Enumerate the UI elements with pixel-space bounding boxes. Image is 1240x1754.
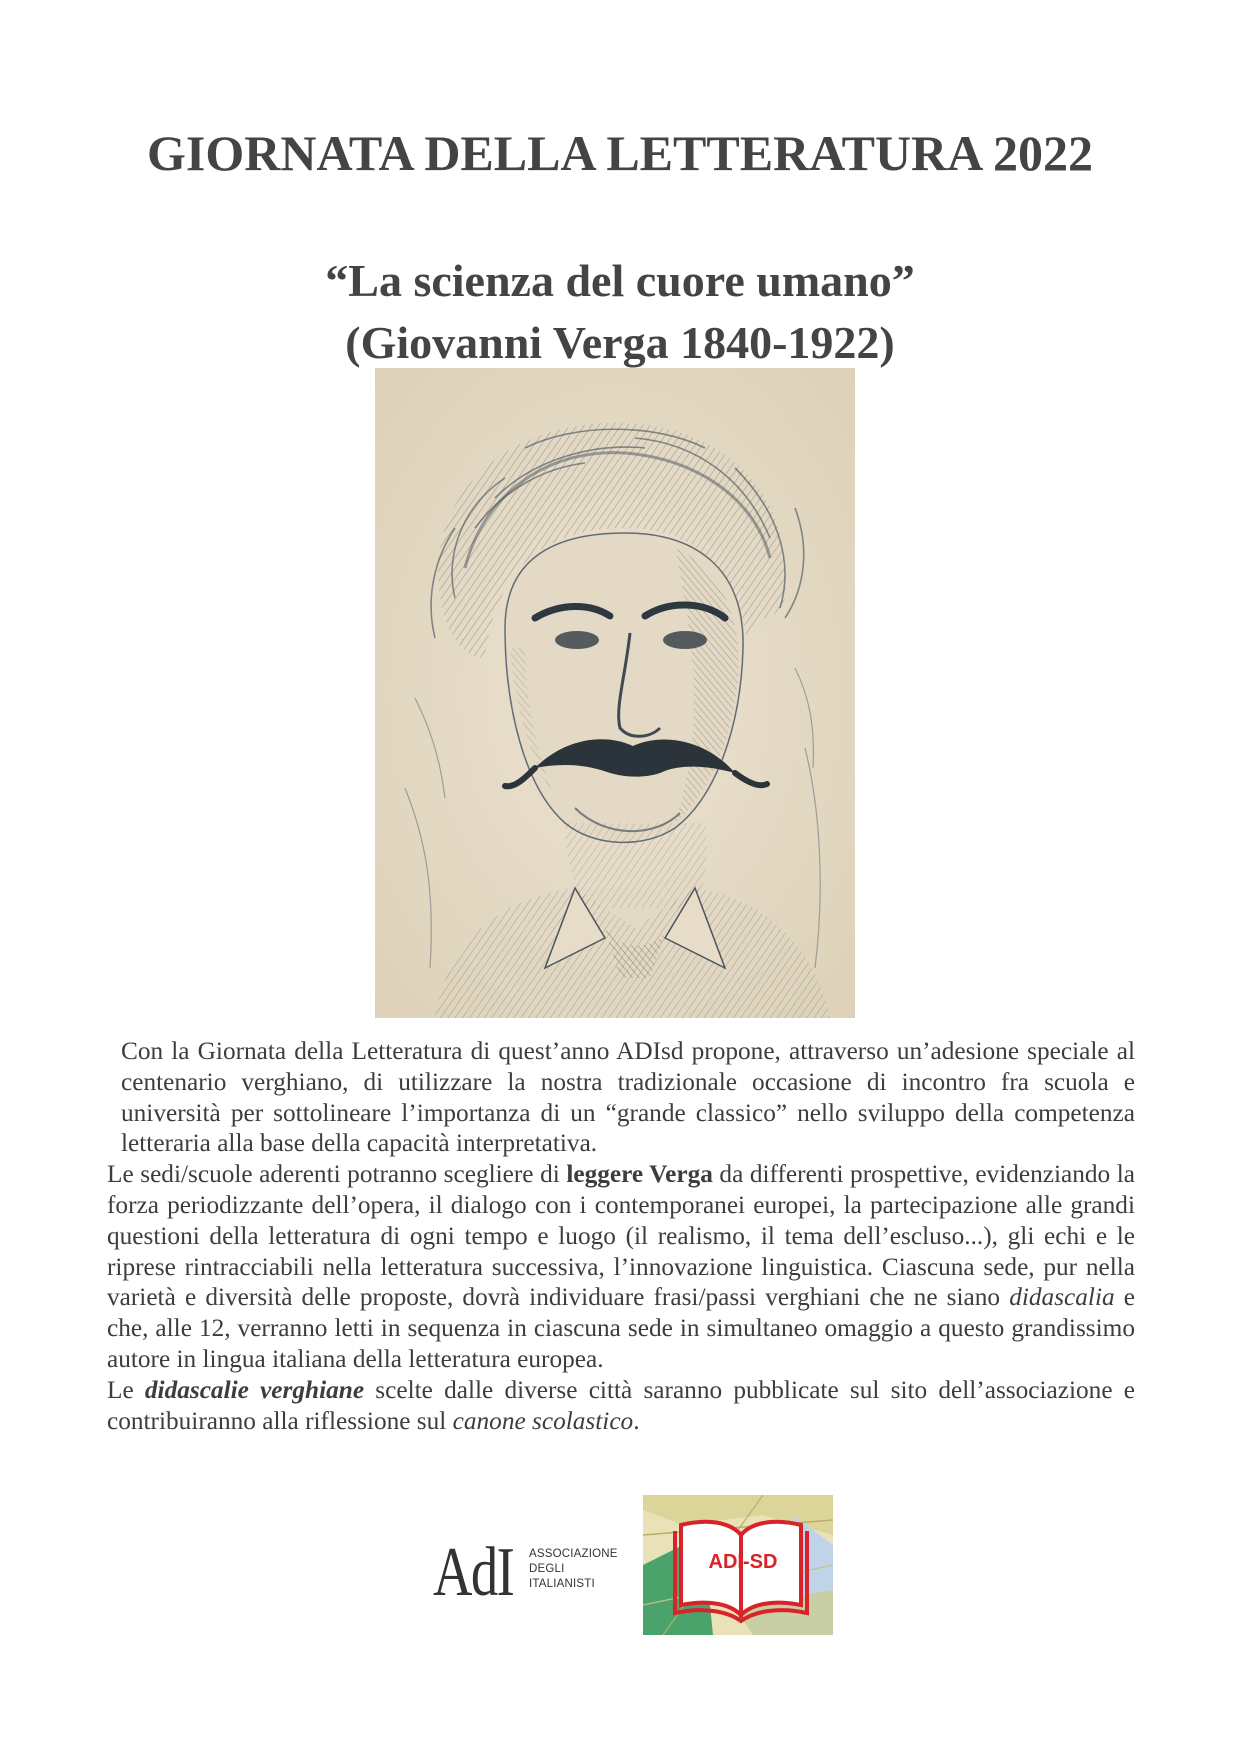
- adisd-logo: [643, 1495, 833, 1635]
- emphasis-canone-scolastico: canone scolastico: [452, 1406, 634, 1435]
- paragraph-publication: Le didascalie verghiane scelte dalle diverse città saranno pubblicate sul sito dell’associazione e contribuiranno alla riflessione sul canone scolastico.: [107, 1375, 1135, 1435]
- logos-footer: [0, 1495, 1240, 1635]
- subtitle-author: (Giovanni Verga 1840-1922): [345, 317, 895, 368]
- adisd-label: ADI-SD: [708, 1551, 778, 1573]
- adi-logo-mark: AdI: [433, 1534, 514, 1611]
- emphasis-didascalia: didascalia: [1009, 1283, 1115, 1312]
- emphasis-didascalie-verghiane: didascalie verghiane: [144, 1375, 365, 1404]
- adi-logo-words: ASSOCIAZIONE DEGLI ITALIANISTI: [529, 1548, 618, 1590]
- subtitle: [0, 250, 1240, 374]
- adi-logo: [433, 1534, 623, 1611]
- page-title: GIORNATA DELLA LETTERATURA 2022: [146, 125, 1094, 181]
- emphasis-leggere-verga: leggere Verga: [566, 1160, 713, 1189]
- portrait-engraving-icon: [375, 368, 855, 1018]
- paragraph-intro: Con la Giornata della Letteratura di quest’anno ADIsd propone, attraverso un’adesione speciale al centenario verghiano, di utilizzare la nostra tradizionale occasione di incontro fra scuola e università per sottolineare l’importanza di un “grande classico” nello sviluppo della competenza letteraria alla base della capacità interpretativa.: [121, 1037, 1135, 1158]
- portrait-image: [375, 368, 855, 1018]
- paragraph-proposals: Le sedi/scuole aderenti potranno scegliere di leggere Verga da differenti prospettive, evidenziando la forza periodizzante dell’opera, il dialogo con i contemporanei europei, la partecipazione alle grandi questioni della letteratura di ogni tempo e luogo (il realismo, il tema dell’escluso...), gli echi e le riprese rintracciabili nella letteratura successiva, l’innovazione linguistica. Ciascuna sede, pur nella varietà e diversità delle proposte, dovrà individuare frasi/passi verghiani che ne siano didascalia e che, alle 12, verranno letti in sequenza in ciascuna sede in simultaneo omaggio a questo grandissimo autore in lingua italiana della letteratura europea.: [107, 1160, 1135, 1373]
- body-text: [107, 1036, 1135, 1436]
- subtitle-quote: “La scienza del cuore umano”: [325, 255, 915, 306]
